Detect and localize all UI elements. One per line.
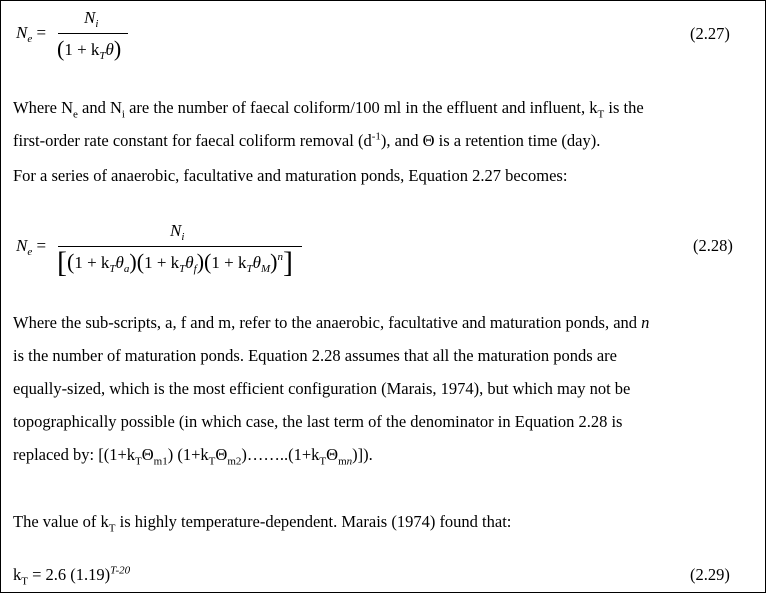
eq227-denominator: $(1 + k_T\theta)$ bbox=[57, 36, 122, 62]
eq227-number: (2.27) bbox=[690, 24, 730, 43]
para2-line1: Where the sub-scripts, a, f and m, refer to the anaerobic, facultative and maturation ponds, and n bbox=[13, 313, 650, 332]
eq228-numerator: $N_i$ bbox=[170, 221, 185, 243]
eq227-fraction-bar bbox=[58, 33, 128, 34]
eq228-lhs: $N_e$ = bbox=[16, 236, 47, 258]
eq227-lhs: $N_e$ = bbox=[16, 23, 47, 45]
para2-line3: equally-sized, which is the most efficient configuration (Marais, 1974), but which may not be bbox=[13, 379, 631, 398]
para2-line4: topographically possible (in which case, the last term of the denominator in Equation 2.28 is bbox=[13, 412, 623, 431]
eq229-formula: $k_T = 2.6$ $(1.19)^{T-20}$ bbox=[13, 564, 131, 588]
eq227-numerator: $N_i$ bbox=[84, 8, 99, 30]
paragraph-2 bbox=[13, 306, 753, 471]
paragraph-1-line3: For a series of anaerobic, facultative and maturation ponds, Equation 2.27 becomes: bbox=[13, 166, 568, 185]
paragraph-3: The value of $k_T$ is highly temperature-dependent. Marais (1974) found that: bbox=[13, 512, 512, 535]
eq229-number: (2.29) bbox=[690, 565, 730, 584]
eq228-number: (2.28) bbox=[693, 236, 733, 255]
paragraph-1 bbox=[13, 91, 753, 157]
para1-line1: Where $N_e$ and $N_i$ are the number of faecal coliform/100 ml in the effluent and influent, $k_T$ is the bbox=[13, 98, 644, 121]
para2-line2: is the number of maturation ponds. Equation 2.28 assumes that all the maturation ponds are bbox=[13, 346, 617, 365]
eq228-denominator: $[(1 + k_T\theta_a)(1 + k_T\theta_f)(1 + k_T\theta_M)^n]$ bbox=[57, 246, 293, 279]
para1-line2: first-order rate constant for faecal coliform removal $(d^{-1})$, and Θ is a retention time (day). bbox=[13, 130, 601, 150]
para2-line5: replaced by: [$(1+k_T\Theta_{m1})$ $(1+k_T\Theta_{m2})\dots\dots..(1+k_T\Theta_{mn})$]). bbox=[13, 445, 373, 468]
